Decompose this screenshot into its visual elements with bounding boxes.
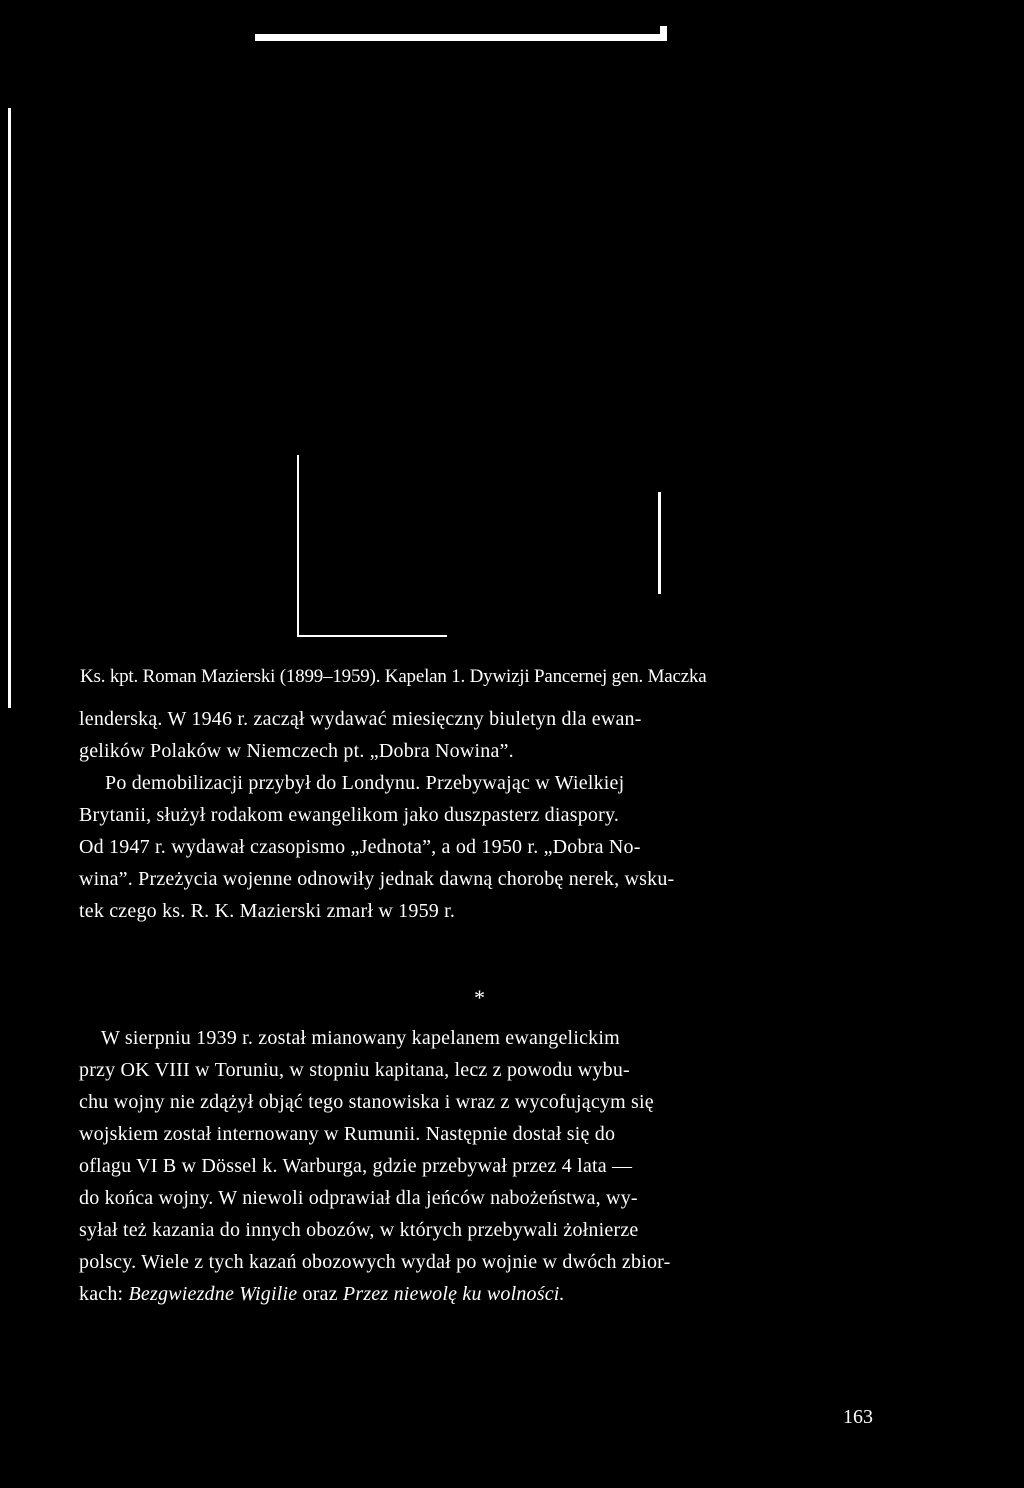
last-line-prefix: kach: <box>79 1283 129 1305</box>
paragraph-a <box>79 703 917 927</box>
text-line: Po demobilizacji przybył do Londynu. Przebywając w Wielkiej <box>105 772 625 794</box>
page-number: 163 <box>843 1406 873 1428</box>
text-line: oflagu VI B w Dössel k. Warburga, gdzie przebywał przez 4 lata — <box>79 1155 633 1177</box>
text-line: W sierpniu 1939 r. został mianowany kapelanem ewangelickim <box>101 1027 620 1049</box>
photo-frame <box>297 455 447 637</box>
paragraph-b <box>79 1022 917 1310</box>
last-line-conjunction: oraz <box>297 1283 343 1305</box>
text-line: tek czego ks. R. K. Mazierski zmarł w 1959 r. <box>79 900 456 922</box>
text-line: gelików Polaków w Niemczech pt. „Dobra Nowina”. <box>79 740 514 762</box>
text-line: Brytanii, służył rodakom ewangelikom jako duszpasterz diaspory. <box>79 804 620 826</box>
text-line: wojskiem został internowany w Rumunii. Następnie dostał się do <box>79 1123 616 1145</box>
text-line: lenderską. W 1946 r. zaczął wydawać miesięczny biuletyn dla ewan- <box>79 708 642 730</box>
text-line: chu wojny nie zdążył objąć tego stanowiska i wraz z wycofującym się <box>79 1091 654 1113</box>
text-line: do końca wojny. W niewoli odprawiał dla jeńców nabożeństwa, wy- <box>79 1187 638 1209</box>
photo-caption: Ks. kpt. Roman Mazierski (1899–1959). Kapelan 1. Dywizji Pancernej gen. Maczka <box>80 666 707 687</box>
text-line: przy OK VIII w Toruniu, w stopniu kapitana, lecz z powodu wybu- <box>79 1059 630 1081</box>
section-separator: * <box>474 985 485 1010</box>
text-line: wina”. Przeżycia wojenne odnowiły jednak dawną chorobę nerek, wsku- <box>79 868 675 890</box>
text-line: syłał też kazania do innych obozów, w których przebywali żołnierze <box>79 1219 639 1241</box>
book-title-2: Przez niewolę ku wolności. <box>342 1283 565 1305</box>
photo-edge-mark <box>658 492 661 594</box>
text-line: Od 1947 r. wydawał czasopismo „Jednota”, a od 1950 r. „Dobra No- <box>79 836 641 858</box>
text-line: polscy. Wiele z tych kazań obozowych wydał po wojnie w dwóch zbior- <box>79 1251 671 1273</box>
top-rule <box>255 34 667 41</box>
last-text-line <box>79 1278 917 1310</box>
left-edge-bar <box>8 108 11 708</box>
book-title-1: Bezgwiezdne Wigilie <box>128 1283 298 1305</box>
